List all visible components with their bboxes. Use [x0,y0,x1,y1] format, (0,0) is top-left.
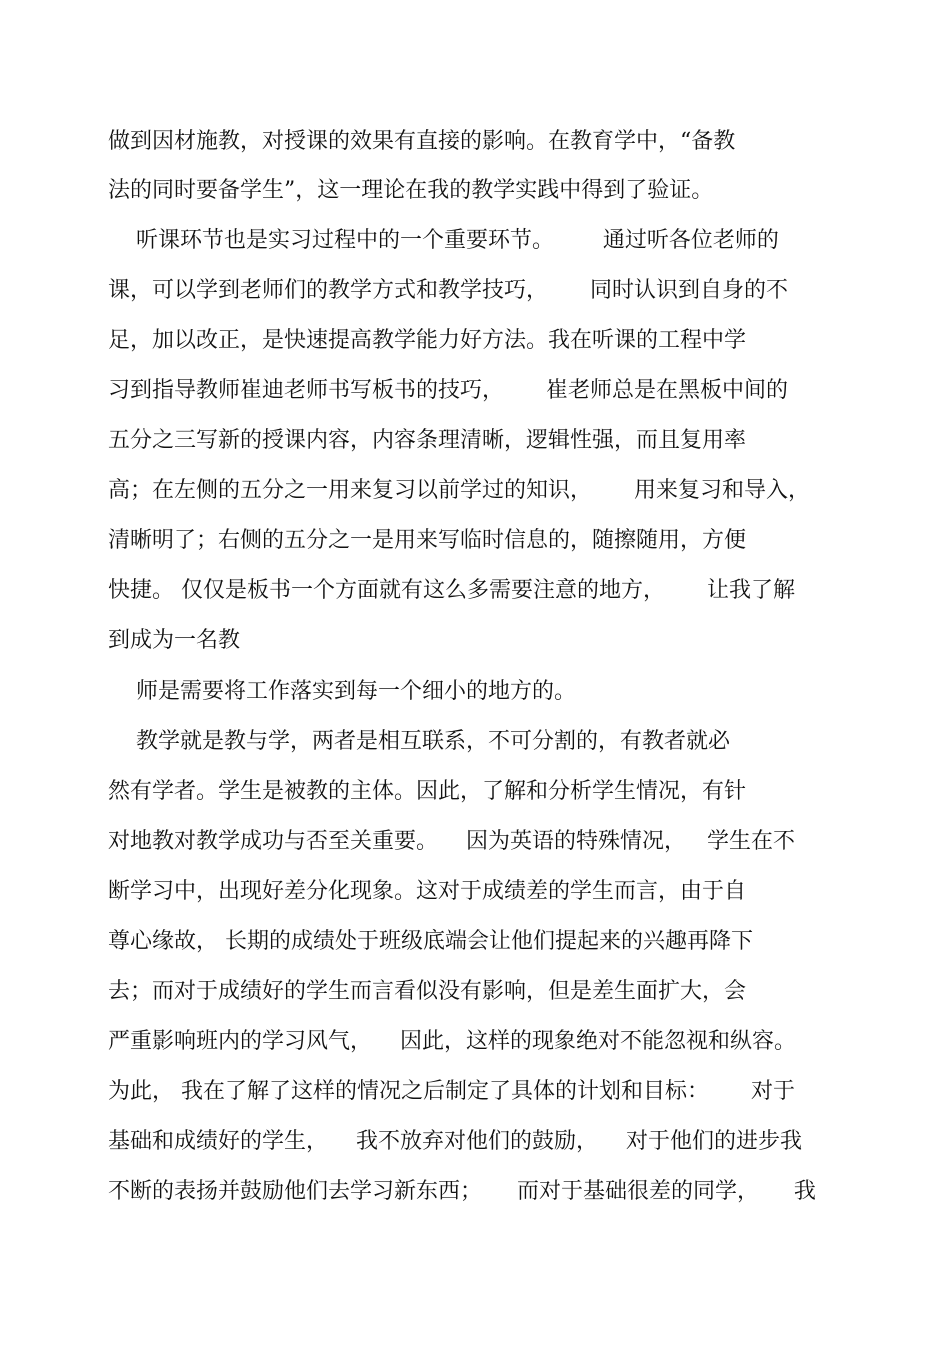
text-line: 足，加以改正，是快速提高教学能力好方法。我在听课的工程中学 [108,328,747,353]
text-line: 对地教对教学成功与否至关重要。 因为英语的特殊情况， 学生在不 [108,829,795,854]
text-line: 快捷。 仅仅是板书一个方面就有这么多需要注意的地方， 让我了解 [108,578,795,603]
text-line: 做到因材施教，对授课的效果有直接的影响。在教育学中，“备教 [108,129,736,154]
text-line: 然有学者。学生是被教的主体。因此，了解和分析学生情况，有针 [108,779,747,804]
text-line: 断学习中，出现好差分化现象。这对于成绩差的学生而言，由于自 [108,879,747,904]
text-line: 清晰明了；右侧的五分之一是用来写临时信息的，随擦随用，方便 [108,528,747,553]
text-line: 习到指导教师崔迪老师书写板书的技巧， 崔老师总是在黑板中间的 [108,378,788,403]
text-line: 去；而对于成绩好的学生而言看似没有影响，但是差生面扩大，会 [108,979,747,1004]
text-line: 基础和成绩好的学生， 我不放弃对他们的鼓励， 对于他们的进步我 [108,1129,802,1154]
text-line: 教学就是教与学，两者是相互联系，不可分割的，有教者就必 [108,729,730,754]
text-line: 严重影响班内的学习风气， 因此，这样的现象绝对不能忽视和纵容。 [108,1029,796,1054]
text-line: 听课环节也是实习过程中的一个重要环节。 通过听各位老师的 [108,228,779,253]
text-line: 不断的表扬并鼓励他们去学习新东西； 而对于基础很差的同学， 我 [108,1179,816,1204]
text-line: 高；在左侧的五分之一用来复习以前学过的知识， 用来复习和导入， [108,478,810,503]
text-line: 法的同时要备学生”，这一理论在我的教学实践中得到了验证。 [108,178,714,203]
text-line: 课，可以学到老师们的教学方式和教学技巧， 同时认识到自身的不 [108,278,788,303]
text-line: 尊心缘故， 长期的成绩处于班级底端会让他们提起来的兴趣再降下 [108,929,753,954]
text-line: 五分之三写新的授课内容，内容条理清晰，逻辑性强，而且复用率 [108,428,747,453]
text-line: 师是需要将工作落实到每一个细小的地方的。 [108,679,576,704]
text-line: 到成为一名教 [108,628,241,653]
text-line: 为此， 我在了解了这样的情况之后制定了具体的计划和目标： 对于 [108,1079,795,1104]
